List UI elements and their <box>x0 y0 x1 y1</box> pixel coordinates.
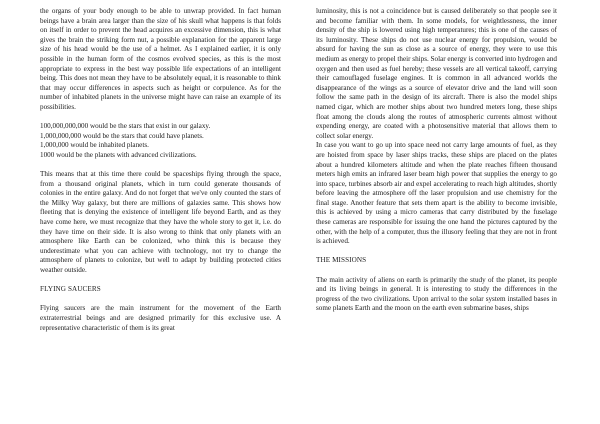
paragraph-gap <box>40 161 281 171</box>
paragraph-gap <box>40 295 281 305</box>
right-column <box>316 7 557 314</box>
body-paragraph: luminosity, this is not a coincidence but is caused deliberately so that people see it and become familiar with them. In some models, for weightlessness, the inner density of the ship is lowered using high temperatures; this is one of the causes of its luminosity. These ships do not use nuclear energy for propulsion, would be absurd for having the sun as close as a source of energy, they were to use this medium as energy to propel their ships. Solar energy is converted into hydrogen and oxygen and then used as fuel hereby; these vessels are all vertical takeoff, carrying their camouflaged fuselage engines. It is common in all advanced worlds the disappearance of the wings as a source of elevator drive and the land will soon follow the same path in the design of its aircraft. There is also the model ships named cigar, which are mother ships about two hundred meters long, these ships float among the clouds along the routes of atmospheric currents almost without expending energy, are coated with a photosensitive material that allows them to collect solar energy. <box>316 7 557 140</box>
left-column <box>40 7 281 333</box>
body-paragraph: Flying saucers are the main instrument for the movement of the Earth extraterrestrial beings and are designed primarily for this exclusive use. A representative characteristic of them is its great <box>40 304 281 332</box>
list-item: 1,000,000 would be inhabited planets. <box>40 141 149 150</box>
paragraph-gap <box>40 113 281 123</box>
body-paragraph: In case you want to go up into space need not carry large amounts of fuel, as they are hoisted from space by laser ships tracks, these ships are placed on the plates about a hundred kilometers altitude and when the plate reaches fifteen thousand meters high emits an infrared laser beam high power that supplies the energy to go into space, turbines absorb air and expel accelerating to reach high altitudes, shortly before leaving the atmosphere off the laser propulsion and use chemistry for the final stage. Another feature that sets them apart is the ability to become invisible, this is achieved by using a micro cameras that carry distributed by the fuselage these cameras are responsible for issuing the one hand the pictures captured by the other, with the help of a computer, thus the illusory feeling that they are not in front is achieved. <box>316 141 557 246</box>
list-item: 1,000,000,000 would be the stars that could have planets. <box>40 131 204 140</box>
body-paragraph: The main activity of aliens on earth is primarily the study of the planet, its people and its living beings in general. It is interesting to study the differences in the progress of the two civilizations. Upon arrival to the solar system installed bases in some planets Earth and the moon on the earth even submarine bases, ships <box>316 275 557 313</box>
paragraph-gap <box>316 266 557 276</box>
paragraph-gap <box>40 276 281 286</box>
list-item: 100,000,000,000 would be the stars that exist in our galaxy. <box>40 122 211 131</box>
body-paragraph: This means that at this time there could be spaceships flying through the space, from a thousand original planets, which in turn could generate thousands of colonies in the entire galaxy. And do not forget that we've only counted the stars of the Milky Way galaxy, but there are millions of galaxies same. This shows how fleeting that is denying the existence of intelligent life beyond Earth, and as they have come here, we must recognize that they have the whole story to get it, i.e. do they have time on their side. It is also wrong to think that only planets with an atmosphere like Earth can be colonized, who think this is because they underestimate what you can achieve with technology, not try to change the atmosphere of planets to colonize, but well to adapt by building protected cities weather outside. <box>40 170 281 275</box>
body-paragraph: the organs of your body enough to be able to unwrap provided. In fact human beings have a brain area larger than the size of his skull what happens is that folds on itself in order to prevent the head acquires an excessive dimension, this is what gives the brain the striking form nut, a possible explanation for the apparent large size of his head would be the use of a helmet. As I explained earlier, it is only possible in the human form of the cosmos evolved species, as this is the most appropriate to express in the best way possible life expectations of an intelligent being. This does not mean they have to be absolutely equal, it is reasonable to think that may occur differences in aspects such as height or corpulence. As for the number of inhabited planets in the universe might have can raise an example of its possibilities. <box>40 7 281 111</box>
section-heading: THE MISSIONS <box>316 256 367 265</box>
section-heading: FLYING SAUCERS <box>40 285 101 294</box>
list-item: 1000 would be the planets with advanced civilizations. <box>40 150 197 159</box>
statistics-list <box>40 122 281 160</box>
paragraph-gap <box>316 247 557 257</box>
